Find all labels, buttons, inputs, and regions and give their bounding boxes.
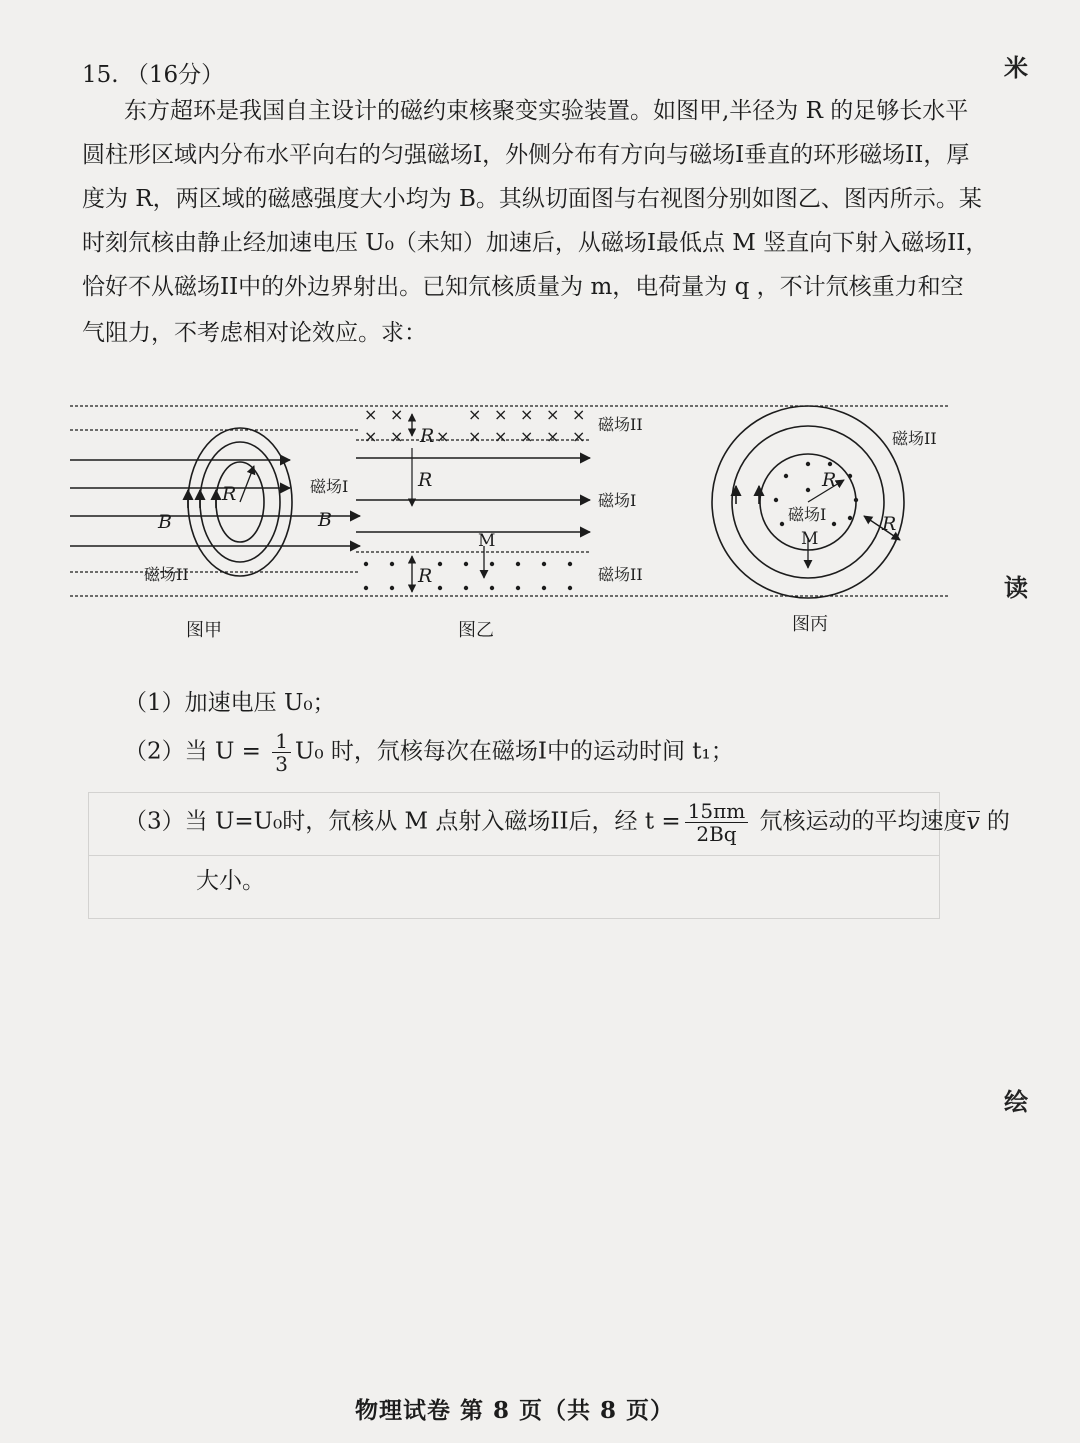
fraction-numerator: 1 (272, 730, 291, 753)
field-out-of-page-mark (364, 562, 368, 566)
field-into-page-mark: × (572, 405, 586, 424)
subquestion-2 (124, 730, 734, 775)
field-out-of-page-mark (806, 488, 810, 492)
label-field2-a: 磁场II (144, 565, 189, 584)
caption-c: 图丙 (792, 614, 828, 635)
field-into-page-mark: × (364, 427, 378, 446)
subquestion-3-line2: 大小。 (196, 868, 265, 894)
label-field2-c: 磁场II (892, 429, 937, 448)
field-out-of-page-mark (568, 562, 572, 566)
question-line: 时刻氘核由静止经加速电压 U₀（未知）加速后，从磁场I最低点 M 竖直向下射入磁场II， (82, 230, 989, 256)
field-out-of-page-mark (490, 586, 494, 590)
label-field1-a: 磁场I (310, 477, 349, 496)
question-number: 15. (82, 62, 119, 88)
field-out-of-page-mark (784, 474, 788, 478)
field-into-page-mark: × (546, 427, 560, 446)
sq3-suffix-b: 的 (979, 808, 1010, 835)
margin-char: 米 (1004, 54, 1028, 82)
question-header (82, 60, 224, 90)
sq3-suffix-a: 氘核运动的平均速度 (752, 808, 967, 835)
subquestion-1: （1）加速电压 U₀； (124, 690, 336, 716)
field-out-of-page-mark (806, 462, 810, 466)
field-into-page-mark: × (572, 427, 586, 446)
field-out-of-page-mark (828, 462, 832, 466)
margin-char: 绘 (1004, 1088, 1028, 1116)
question-points: （16分） (125, 62, 225, 88)
field-into-page-mark: × (390, 427, 404, 446)
field-out-of-page-mark (848, 516, 852, 520)
sq3-prefix: （3）当 U=U₀时，氘核从 M 点射入磁场II后，经 t = (124, 808, 681, 835)
question-line: 东方超环是我国自主设计的磁约束核聚变实验装置。如图甲,半径为 R 的足够长水平 (124, 98, 969, 124)
avg-velocity-symbol: v (966, 808, 980, 835)
fraction-numerator: 15πm (685, 800, 749, 823)
fraction-one-third (272, 730, 291, 775)
field-into-page-mark: × (436, 427, 450, 446)
label-r-c2: R (882, 513, 897, 535)
label-field1-b: 磁场I (598, 491, 637, 510)
figure-c (712, 406, 904, 598)
caption-a: 图甲 (186, 620, 222, 641)
field-out-of-page-mark (542, 562, 546, 566)
field-out-of-page-mark (516, 586, 520, 590)
field-out-of-page-mark (568, 586, 572, 590)
field-into-page-mark: × (494, 427, 508, 446)
question-line: 度为 R，两区域的磁感强度大小均为 B。其纵切面图与右视图分别如图乙、图丙所示。某 (82, 186, 982, 212)
field-out-of-page-mark (490, 562, 494, 566)
field-out-of-page-mark (542, 586, 546, 590)
field-into-page-mark: × (468, 405, 482, 424)
sq2-prefix: （2）当 U = (124, 738, 269, 765)
field-out-of-page-mark (390, 562, 394, 566)
field-into-page-mark: × (390, 405, 404, 424)
field-into-page-mark: × (546, 405, 560, 424)
field-out-of-page-mark (848, 474, 852, 478)
field-out-of-page-mark (832, 522, 836, 526)
label-r-b1: R (420, 425, 435, 447)
field-out-of-page-mark (774, 498, 778, 502)
caption-b: 图乙 (458, 620, 494, 641)
question-line: 圆柱形区域内分布水平向右的匀强磁场I，外侧分布有方向与磁场I垂直的环形磁场II，厚 (82, 142, 970, 168)
label-m-b: M (478, 531, 496, 551)
label-r-b2: R (418, 469, 433, 491)
field-out-of-page-mark (464, 586, 468, 590)
label-b-left: B (158, 511, 172, 533)
margin-char: 读 (1004, 574, 1028, 602)
label-field1-c: 磁场I (788, 505, 827, 524)
label-r-a: R (222, 483, 237, 505)
question-line: 恰好不从磁场II中的外边界射出。已知氘核质量为 m，电荷量为 q ，不计氘核重力和空 (82, 274, 964, 300)
field-into-page-mark: × (520, 405, 534, 424)
field-out-of-page-mark (438, 586, 442, 590)
page-footer: 物理试卷 第 8 页（共 8 页） (355, 1397, 675, 1424)
field-into-page-mark: × (520, 427, 534, 446)
field-out-of-page-mark (854, 498, 858, 502)
fraction-denominator: 3 (275, 752, 288, 776)
x-marks (364, 405, 585, 446)
label-field2-b-top: 磁场II (598, 415, 643, 434)
subquestion-3 (124, 800, 1010, 845)
field-into-page-mark: × (494, 405, 508, 424)
fraction-denominator: 2Bq (696, 822, 737, 846)
sq2-rest: U₀ 时，氘核每次在磁场I中的运动时间 t₁； (294, 738, 734, 765)
field-out-of-page-mark (438, 562, 442, 566)
field-out-of-page-mark (464, 562, 468, 566)
question-line: 气阻力，不考虑相对论效应。求： (82, 320, 427, 346)
figure-a (70, 406, 950, 596)
label-field2-b-bottom: 磁场II (598, 565, 643, 584)
physics-figure (60, 380, 960, 645)
field-out-of-page-mark (364, 586, 368, 590)
field-out-of-page-mark (516, 562, 520, 566)
field-out-of-page-mark (390, 586, 394, 590)
field-into-page-mark: × (468, 427, 482, 446)
label-m-c: M (801, 529, 819, 549)
field-into-page-mark: × (364, 405, 378, 424)
fraction-time (685, 800, 749, 845)
label-b-right: B (318, 509, 332, 531)
field-out-of-page-mark (780, 522, 784, 526)
label-r-b3: R (418, 565, 433, 587)
label-r-c1: R (822, 469, 837, 491)
